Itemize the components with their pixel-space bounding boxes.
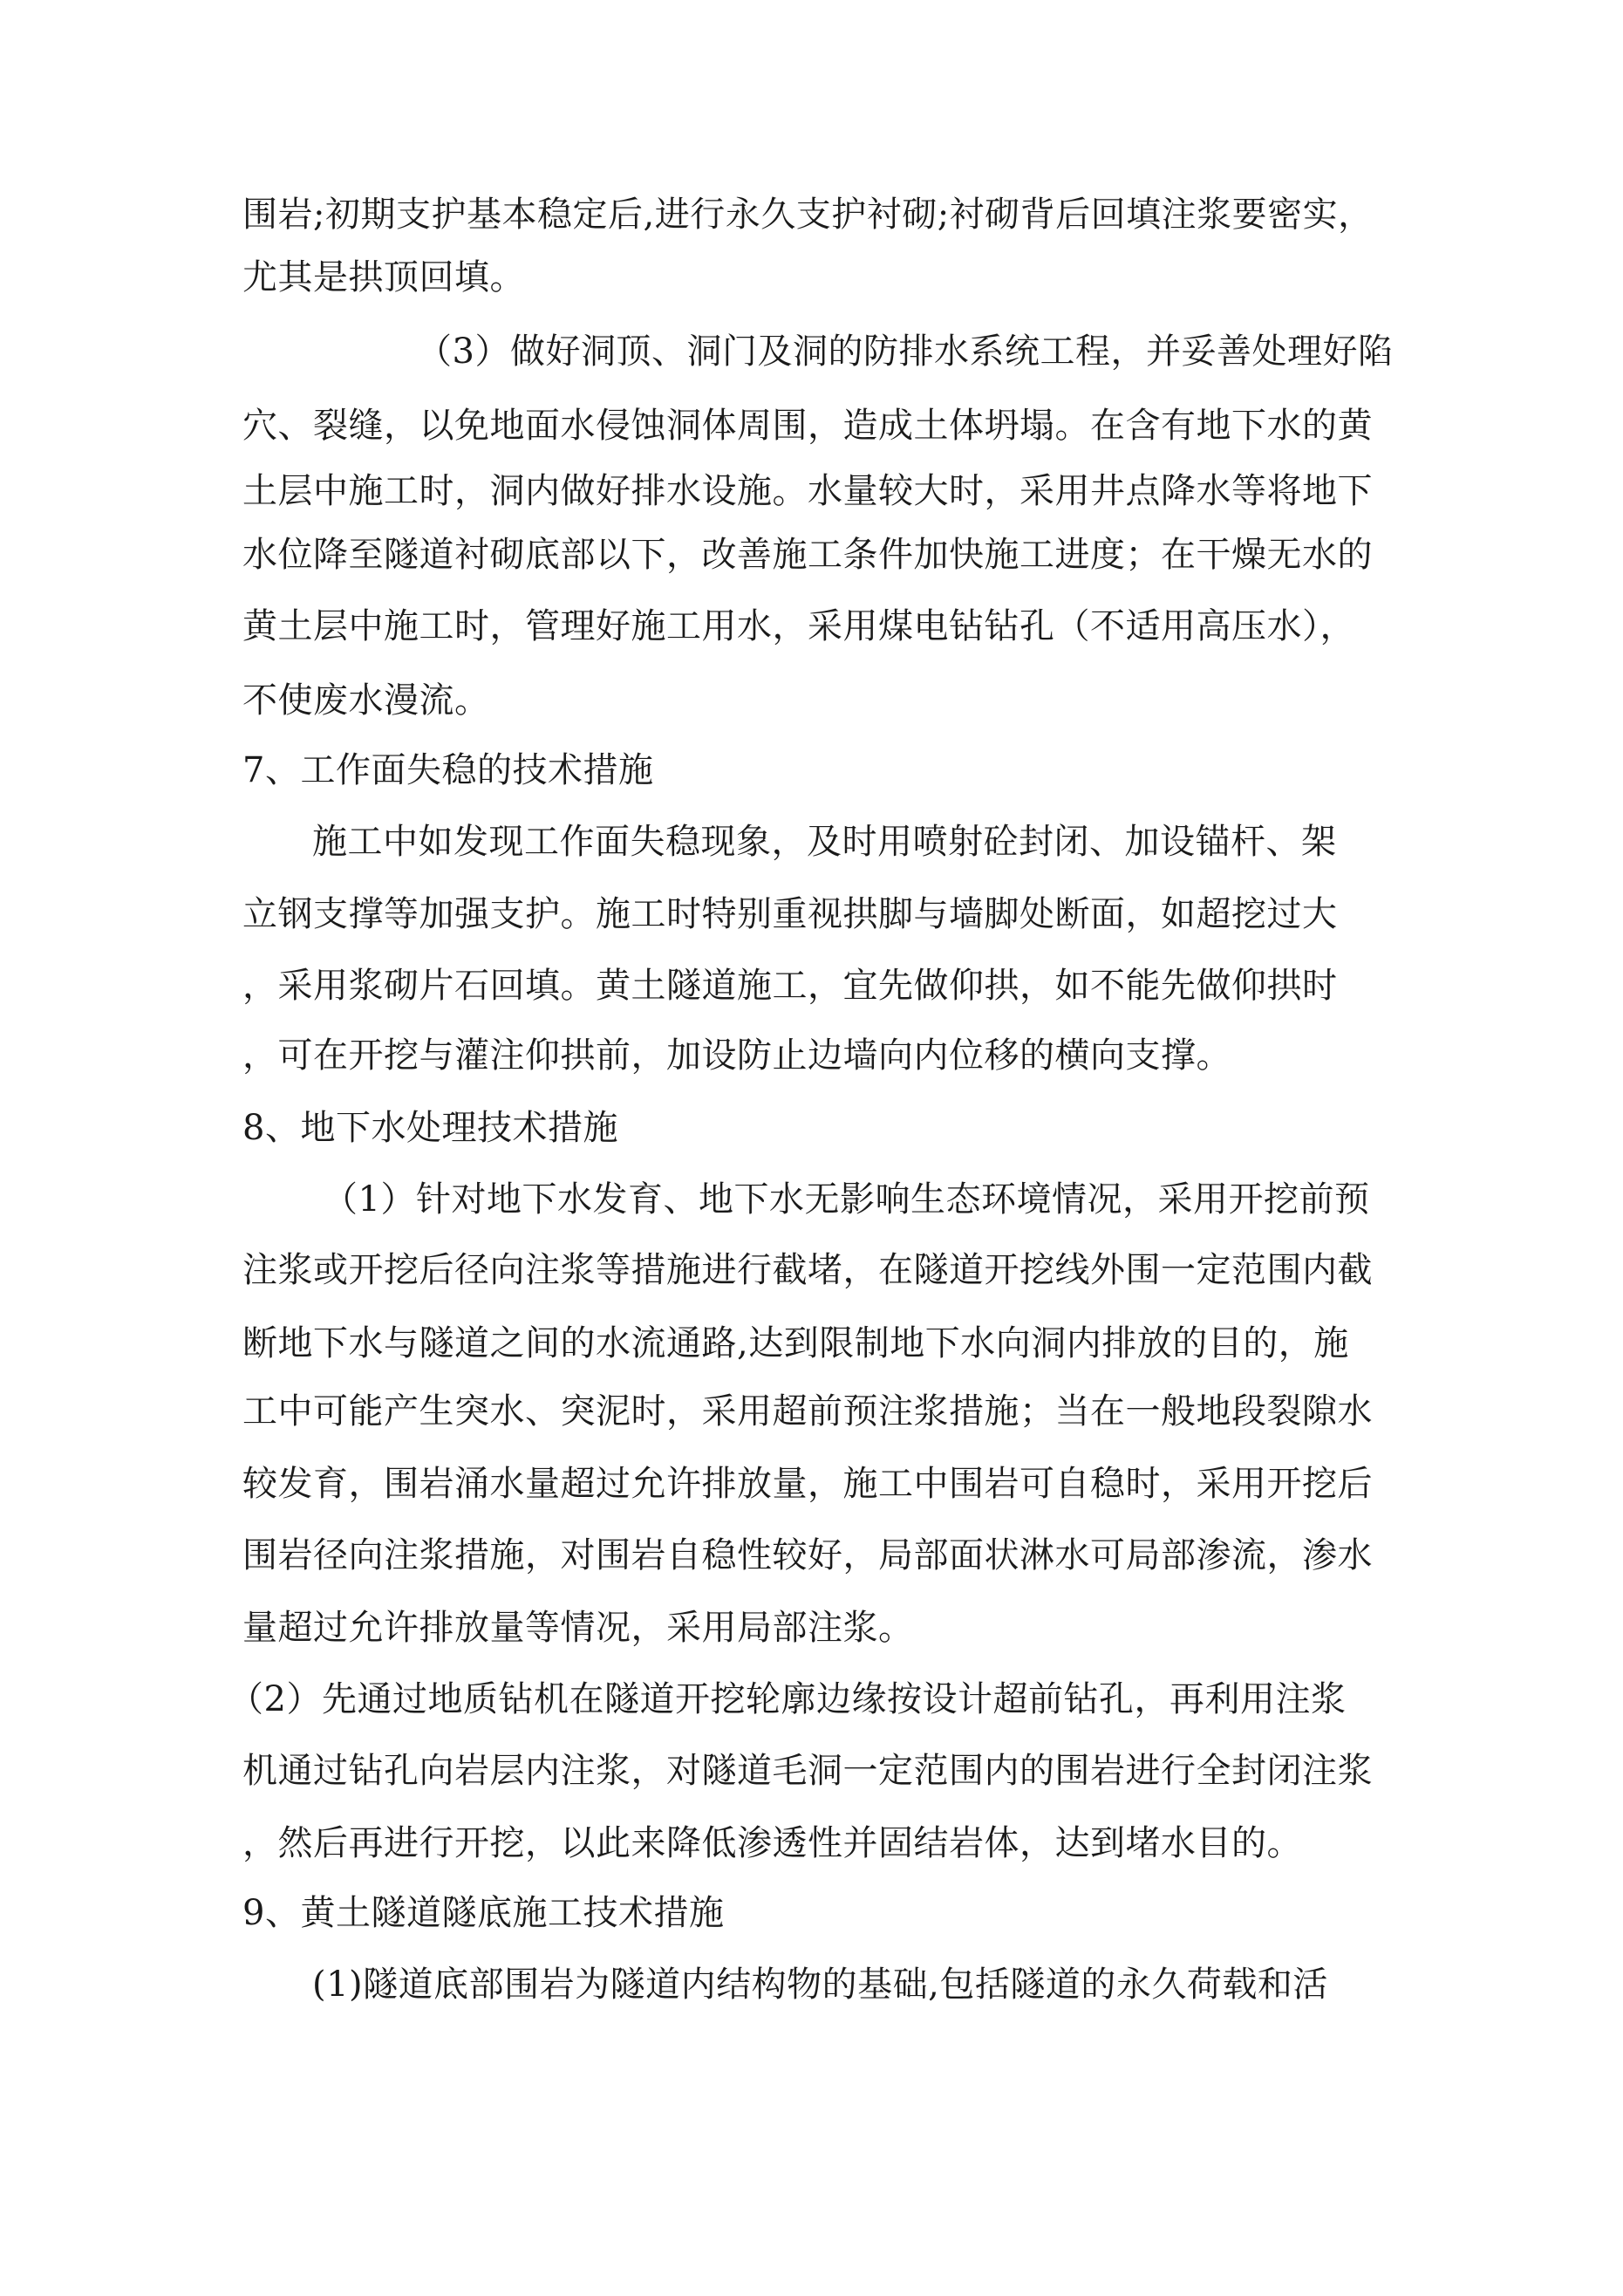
body-text-line: 工中可能产生突水、突泥时，采用超前预注浆措施；当在一般地段裂隙水: [242, 1391, 1373, 1432]
section-heading: 7、工作面失稳的技术措施: [242, 750, 654, 790]
section-heading: 8、地下水处理技术措施: [242, 1108, 618, 1148]
body-text-line: （1）针对地下水发育、地下水无影响生态环境情况，采用开挖前预: [323, 1179, 1370, 1220]
body-text-line: 注浆或开挖后径向注浆等措施进行截堵，在隧道开挖线外围一定范围内截: [242, 1250, 1373, 1290]
section-heading: 9、黄土隧道隧底施工技术措施: [242, 1893, 725, 1933]
body-text-line: 尤其是拱顶回填。: [242, 257, 525, 297]
body-text-line: 围岩径向注浆措施，对围岩自稳性较好，局部面状淋水可局部渗流，渗水: [242, 1535, 1373, 1575]
body-text-line: ，可在开挖与灌注仰拱前，加设防止边墙向内位移的横向支撑。: [242, 1035, 1231, 1076]
body-text-line: 断地下水与隧道之间的水流通路,达到限制地下水向洞内排放的目的，施: [242, 1323, 1349, 1363]
body-text-line: 土层中施工时，洞内做好排水设施。水量较大时，采用井点降水等将地下: [242, 471, 1373, 511]
body-text-line: 机通过钻孔向岩层内注浆，对隧道毛洞一定范围内的围岩进行全封闭注浆: [242, 1751, 1373, 1791]
body-text-line: 量超过允许排放量等情况，采用局部注浆。: [242, 1608, 914, 1648]
body-text-line: （3）做好洞顶、洞门及洞的防排水系统工程，并妥善处理好陷: [417, 331, 1394, 372]
body-text-line: (1)隧道底部围岩为隧道内结构物的基础,包括隧道的永久荷载和活: [312, 1965, 1328, 2005]
body-text-line: ，然后再进行开挖，以此来降低渗透性并固结岩体，达到堵水目的。: [242, 1823, 1302, 1863]
body-text-line: 不使废水漫流。: [242, 680, 490, 721]
body-text-line: 较发育，围岩涌水量超过允许排放量，施工中围岩可自稳时，采用开挖后: [242, 1464, 1373, 1504]
body-text-line: 立钢支撑等加强支护。施工时特别重视拱脚与墙脚处断面，如超挖过大: [242, 894, 1338, 934]
body-text-line: 水位降至隧道衬砌底部以下，改善施工条件加快施工进度；在干燥无水的: [242, 535, 1373, 575]
body-text-line: 穴、裂缝，以免地面水侵蚀洞体周围，造成土体坍塌。在含有地下水的黄: [242, 406, 1373, 446]
body-text-line: 围岩;初期支护基本稳定后,进行永久支护衬砌;衬砌背后回填注浆要密实，: [242, 195, 1374, 235]
body-text-line: （2）先通过地质钻机在隧道开挖轮廓边缘按设计超前钻孔，再利用注浆: [228, 1679, 1347, 1719]
body-text-line: 施工中如发现工作面失稳现象，及时用喷射砼封闭、加设锚杆、架: [312, 822, 1337, 862]
body-text-line: 黄土层中施工时，管理好施工用水，采用煤电钻钻孔（不适用高压水），: [242, 606, 1355, 646]
body-text-line: ，采用浆砌片石回填。黄土隧道施工，宜先做仰拱，如不能先做仰拱时: [242, 966, 1338, 1006]
